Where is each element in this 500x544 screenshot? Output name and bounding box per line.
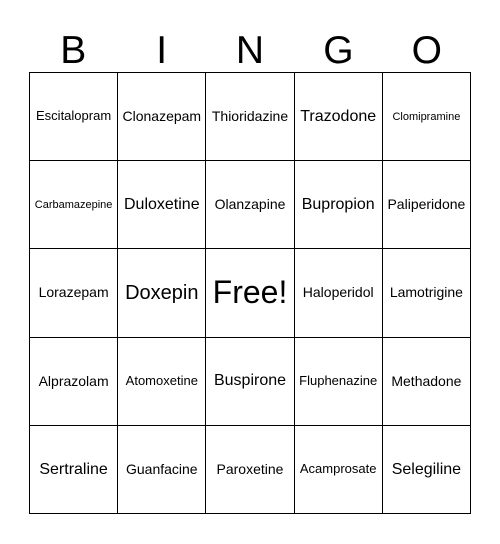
bingo-cell[interactable]: Trazodone — [295, 73, 383, 161]
bingo-cell[interactable]: Acamprosate — [295, 426, 383, 514]
bingo-board — [29, 72, 471, 514]
bingo-cell[interactable]: Escitalopram — [30, 73, 118, 161]
bingo-cell[interactable]: Thioridazine — [206, 73, 294, 161]
bingo-cell[interactable]: Paroxetine — [206, 426, 294, 514]
bingo-cell[interactable]: Haloperidol — [295, 249, 383, 337]
bingo-cell[interactable]: Duloxetine — [118, 161, 206, 249]
bingo-cell[interactable]: Lamotrigine — [383, 249, 471, 337]
header-letter-n: N — [235, 28, 265, 72]
free-space-cell[interactable]: Free! — [206, 249, 294, 337]
bingo-cell[interactable]: Clomipramine — [383, 73, 471, 161]
bingo-cell[interactable]: Bupropion — [295, 161, 383, 249]
bingo-cell[interactable]: Clonazepam — [118, 73, 206, 161]
bingo-cell[interactable]: Methadone — [383, 338, 471, 426]
header-letter-i: I — [156, 28, 168, 72]
bingo-cell[interactable]: Fluphenazine — [295, 338, 383, 426]
header-letter-o: O — [411, 28, 442, 72]
bingo-header — [29, 28, 471, 72]
bingo-cell[interactable]: Alprazolam — [30, 338, 118, 426]
bingo-cell[interactable]: Olanzapine — [206, 161, 294, 249]
bingo-cell[interactable]: Buspirone — [206, 338, 294, 426]
bingo-cell[interactable]: Lorazepam — [30, 249, 118, 337]
bingo-cell[interactable]: Atomoxetine — [118, 338, 206, 426]
bingo-cell[interactable]: Sertraline — [30, 426, 118, 514]
bingo-cell[interactable]: Guanfacine — [118, 426, 206, 514]
bingo-cell[interactable]: Paliperidone — [383, 161, 471, 249]
bingo-cell[interactable]: Carbamazepine — [30, 161, 118, 249]
bingo-cell[interactable]: Doxepin — [118, 249, 206, 337]
bingo-cell[interactable]: Selegiline — [383, 426, 471, 514]
header-letter-b: B — [60, 28, 87, 72]
header-letter-g: G — [323, 28, 354, 72]
